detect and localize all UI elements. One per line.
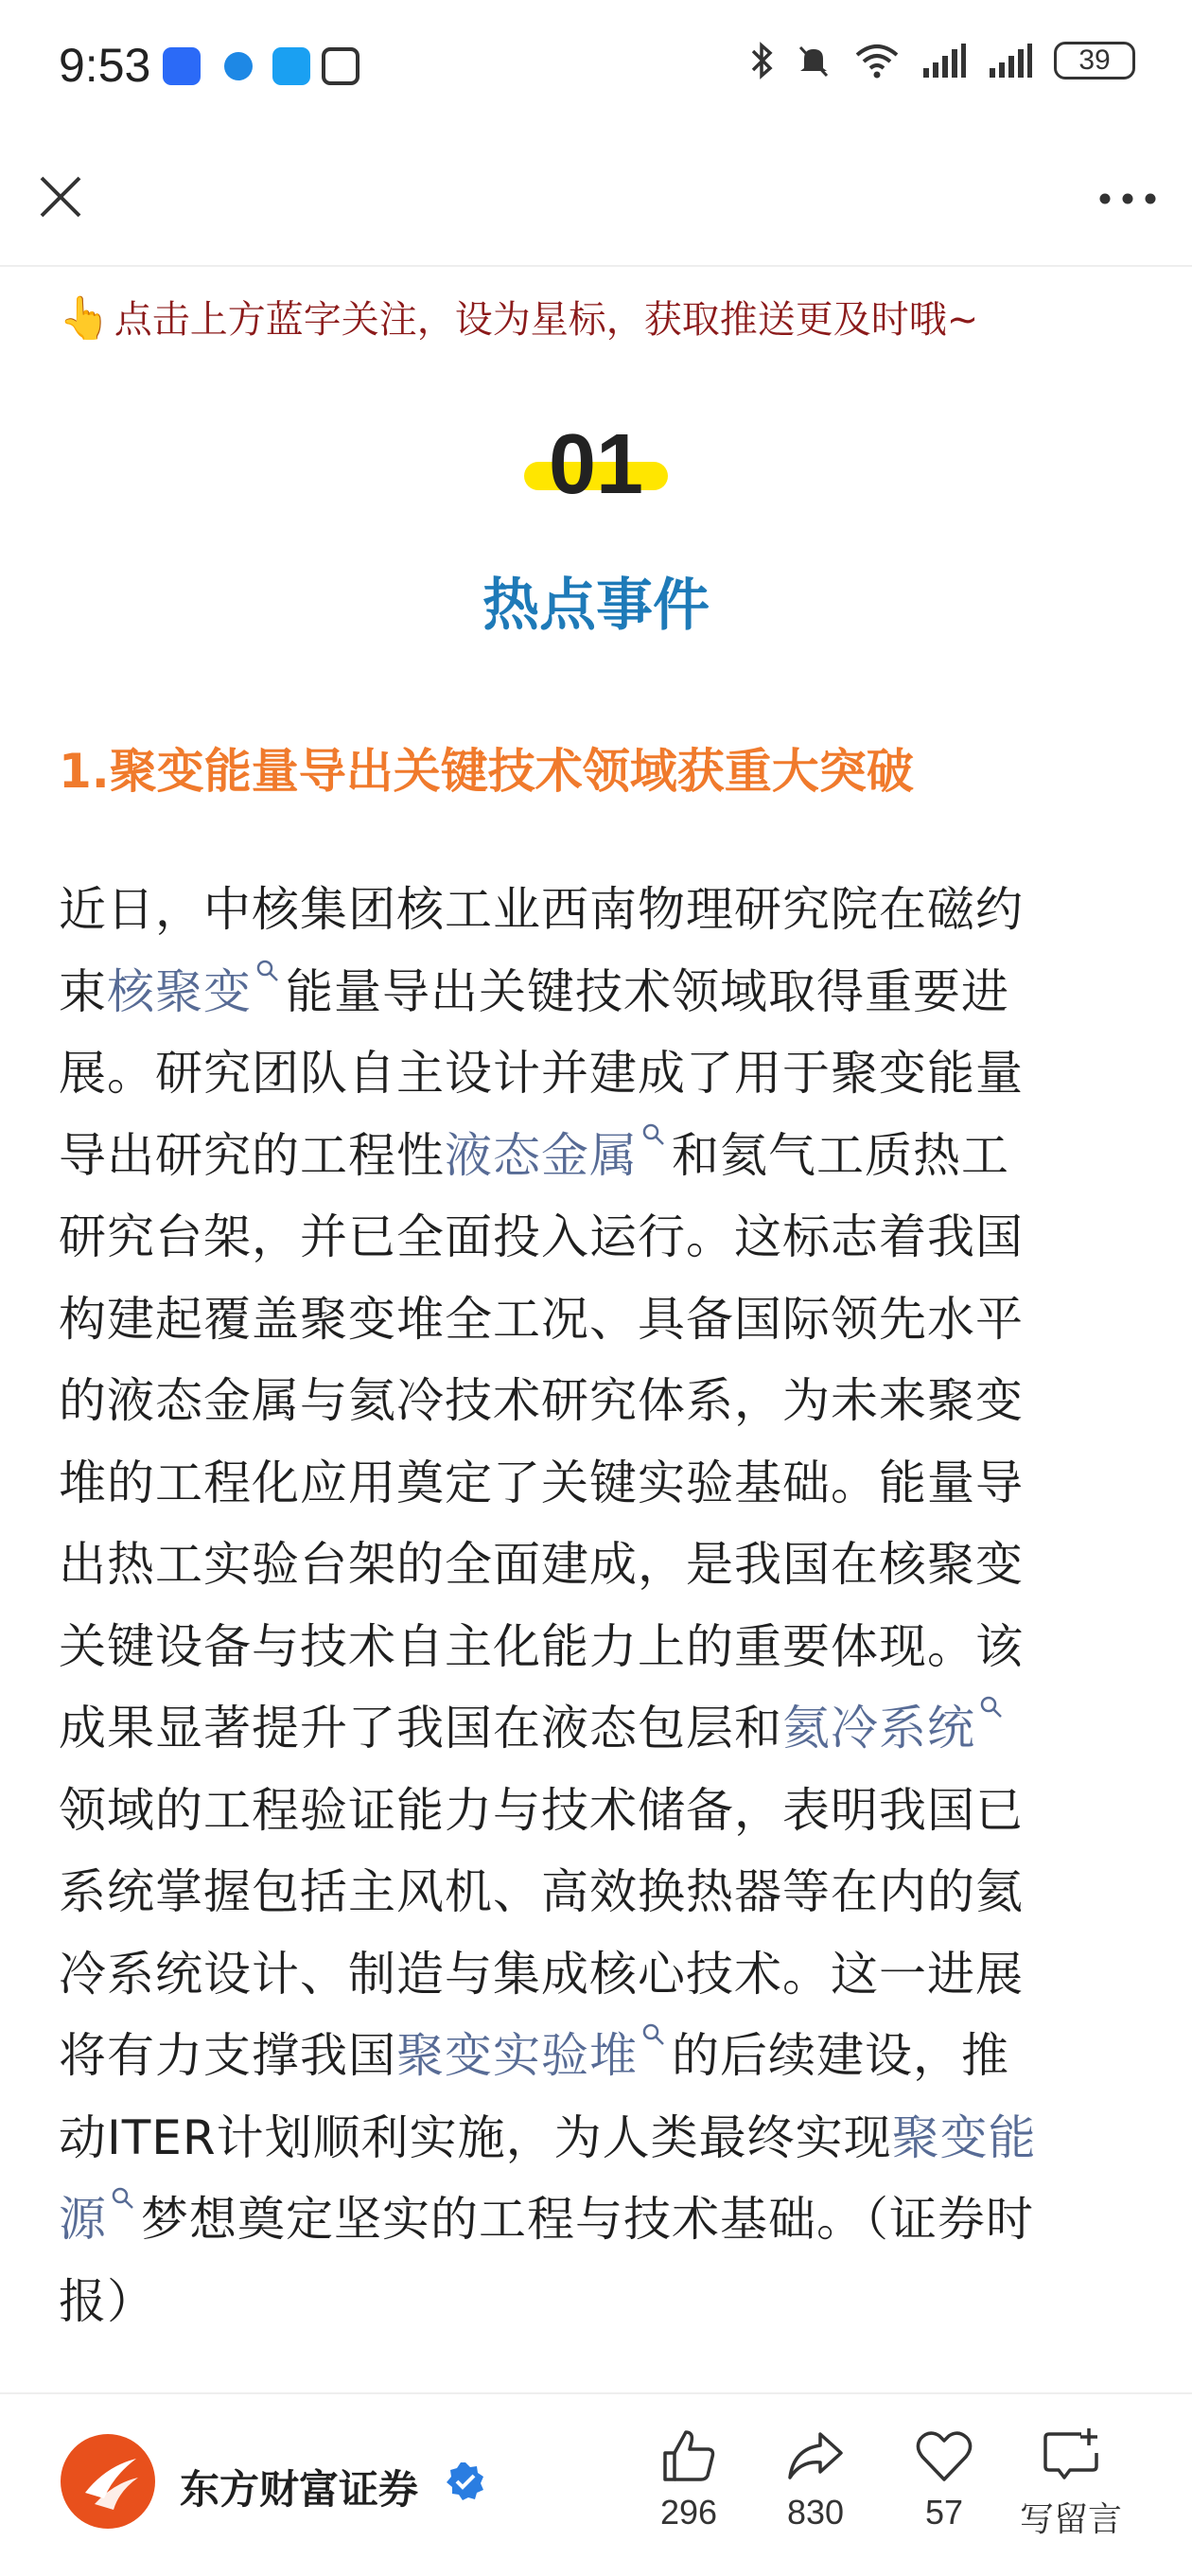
bluetooth-icon	[749, 42, 774, 79]
article-line	[59, 951, 1137, 1033]
article-line	[59, 1851, 1137, 1933]
article-text: 领域的工程验证能力与技术储备，表明我国已	[59, 1782, 1024, 1838]
keyword-search-link[interactable]: 核聚变	[107, 963, 252, 1019]
search-icon[interactable]	[979, 1695, 1004, 1720]
article-heading: 1.聚变能量导出关键技术领域获重大突破	[59, 744, 914, 799]
section-number	[524, 416, 668, 514]
article-body	[59, 869, 1137, 2342]
section-title: 热点事件	[482, 573, 710, 639]
article-text: 展。研究团队自主设计并建成了用于聚变能量	[59, 1046, 1024, 1101]
article-line	[59, 1115, 1137, 1197]
article-line	[59, 2179, 1137, 2261]
close-icon[interactable]	[34, 170, 87, 223]
article-text: 的液态金属与氦冷技术研究体系，为未来聚变	[59, 1373, 1024, 1428]
comment-add-icon	[1040, 2425, 1102, 2487]
section-number-wrap	[0, 416, 1192, 514]
keyword-search-link[interactable]: 液态金属	[445, 1127, 638, 1183]
article-line	[59, 2015, 1137, 2097]
voice-app-icon	[163, 47, 201, 85]
top-nav	[0, 142, 1192, 267]
nfc-icon	[322, 47, 359, 85]
article-text: 堆的工程化应用奠定了关键实验基础。能量导	[59, 1455, 1024, 1510]
like-button[interactable]	[632, 2425, 745, 2532]
status-time: 9:53	[59, 39, 151, 92]
share-count: 830	[786, 2493, 845, 2532]
article-text: 出热工实验台架的全面建成，是我国在核聚变	[59, 1537, 1024, 1592]
comment-label: 写留言	[1019, 2499, 1122, 2538]
share-icon	[784, 2425, 847, 2487]
article-text: 系统掌握包括主风机、高效换热器等在内的氦	[59, 1864, 1024, 1919]
article-text: 能量导出关键技术领域取得重要进	[286, 963, 1009, 1019]
keyword-search-link[interactable]: 聚变实验堆	[396, 2028, 638, 2083]
signal-icon-1	[921, 42, 967, 79]
follow-notice	[59, 290, 978, 344]
browser-app-icon	[219, 47, 257, 85]
article-text: 研究台架，并已全面投入运行。这标志着我国	[59, 1209, 1024, 1264]
battery-indicator: 39	[1054, 42, 1135, 79]
article-text: 束	[59, 963, 107, 1019]
author-avatar[interactable]	[61, 2434, 155, 2529]
section-number-text: 01	[548, 417, 644, 512]
article-line	[59, 1770, 1137, 1852]
article-line	[59, 1524, 1137, 1606]
article-line	[59, 1687, 1137, 1770]
search-icon[interactable]	[111, 2186, 135, 2211]
article-line	[59, 1032, 1137, 1115]
comment-button[interactable]	[1014, 2425, 1128, 2541]
article-text: 成果显著提升了我国在液态包层和	[59, 1701, 782, 1756]
article-text: 报）	[59, 2273, 155, 2329]
article-text: 构建起覆盖聚变堆全工况、具备国际领先水平	[59, 1291, 1024, 1347]
search-icon[interactable]	[255, 959, 280, 983]
follow-notice-text: 点击上方蓝字关注，设为星标，获取推送更及时哦~	[114, 298, 979, 342]
article-text: 近日，中核集团核工业西南物理研究院在磁约	[59, 882, 1024, 937]
weather-app-icon	[272, 47, 310, 85]
pointing-hand-icon: 👆	[59, 294, 111, 343]
like-count: 296	[659, 2493, 718, 2532]
article-line	[59, 2261, 1137, 2343]
article-text: 导出研究的工程性	[59, 1127, 445, 1183]
bottom-bar	[0, 2392, 1192, 2576]
article-text: 和氦气工质热工	[672, 1127, 1009, 1183]
status-indicators	[749, 42, 1135, 79]
share-button[interactable]	[759, 2425, 872, 2532]
author-logo-icon	[61, 2434, 155, 2529]
signal-icon-2	[988, 42, 1033, 79]
status-bar	[0, 0, 1192, 142]
more-options-icon[interactable]	[1097, 180, 1158, 218]
search-icon[interactable]	[641, 1122, 666, 1147]
article-line	[59, 1933, 1137, 2016]
article-line	[59, 1606, 1137, 1688]
verified-badge-icon	[445, 2461, 486, 2502]
article-text: 的后续建设，推	[672, 2028, 1009, 2083]
favorite-count: 57	[924, 2493, 964, 2532]
favorite-button[interactable]	[887, 2425, 1001, 2532]
keyword-search-link[interactable]: 源	[59, 2192, 107, 2247]
search-icon[interactable]	[641, 2022, 666, 2047]
heart-icon	[913, 2425, 975, 2487]
article-text: 将有力支撑我国	[59, 2028, 396, 2083]
article-line	[59, 1442, 1137, 1525]
mute-icon	[795, 42, 833, 79]
keyword-search-link[interactable]: 聚变能	[891, 2109, 1037, 2165]
article-line	[59, 1196, 1137, 1279]
article-line	[59, 869, 1137, 951]
article-line	[59, 1360, 1137, 1442]
article-line	[59, 1279, 1137, 1361]
article-text: 关键设备与技术自主化能力上的重要体现。该	[59, 1618, 1024, 1674]
article-text: 梦想奠定坚实的工程与技术基础。（证券时	[141, 2192, 1034, 2247]
author-name[interactable]: 东方财富证券	[180, 2466, 419, 2513]
wifi-icon	[853, 42, 901, 79]
article-text: 动ITER计划顺利实施，为人类最终实现	[59, 2109, 892, 2165]
keyword-search-link[interactable]: 氦冷系统	[782, 1701, 975, 1756]
article-line	[59, 2097, 1137, 2179]
article-text: 冷系统设计、制造与集成核心技术。这一进展	[59, 1946, 1024, 2002]
thumbs-up-icon	[657, 2425, 720, 2487]
